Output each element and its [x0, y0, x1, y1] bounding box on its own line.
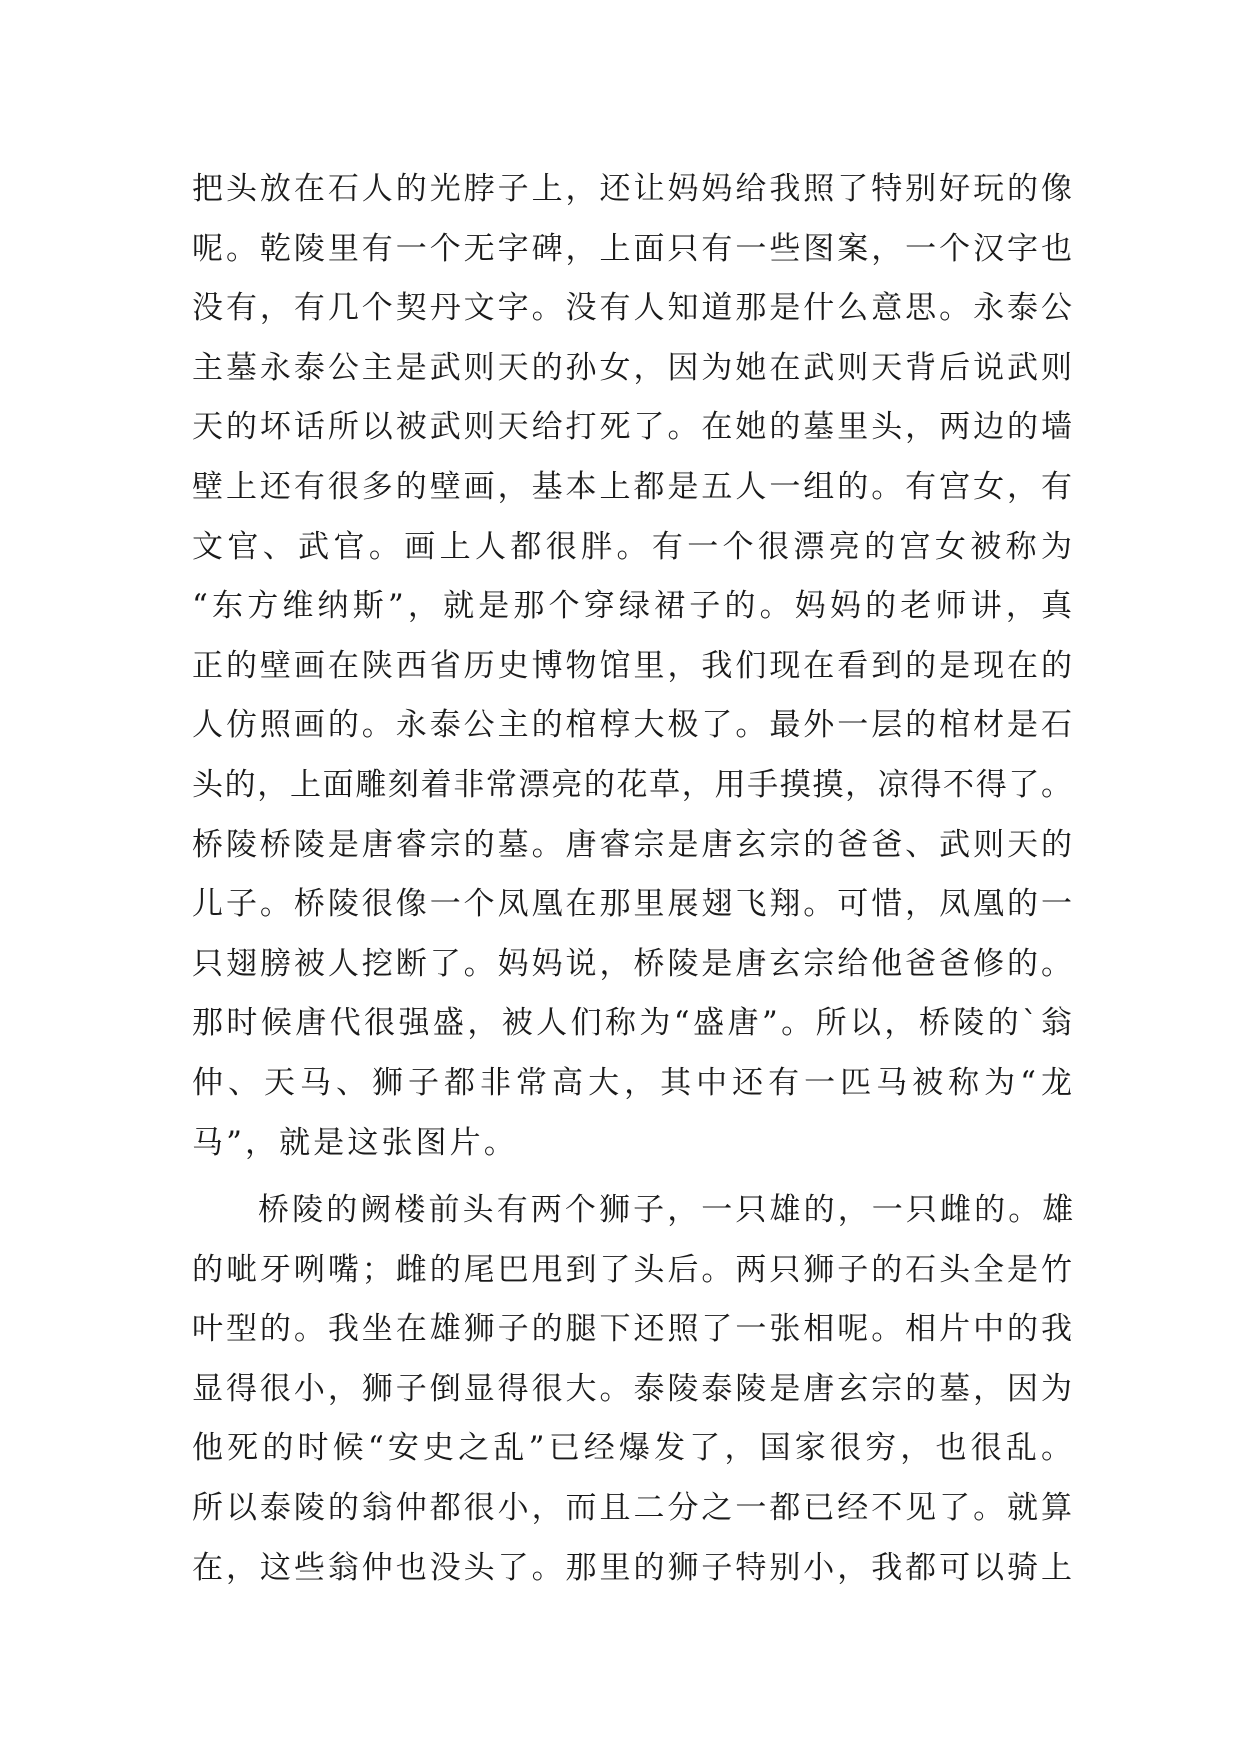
text-line: 文官、武官。画上人都很胖。有一个很漂亮的宫女被称为	[192, 528, 1072, 565]
text-line: 正的壁画在陕西省历史博物馆里，我们现在看到的是现在的	[192, 647, 1072, 684]
text-line: 叶型的。我坐在雄狮子的腿下还照了一张相呢。相片中的我	[192, 1311, 1072, 1348]
text-line: 主墓永泰公主是武则天的孙女，因为她在武则天背后说武则	[192, 349, 1072, 386]
text-line: “东方维纳斯”，就是那个穿绿裙子的。妈妈的老师讲，真	[192, 588, 1072, 625]
text-line: 把头放在石人的光脖子上，还让妈妈给我照了特别好玩的像	[192, 171, 1072, 207]
text-line: 那时候唐代很强盛，被人们称为“盛唐”。所以，桥陵的`翁	[192, 1005, 1072, 1042]
text-line: 人仿照画的。永泰公主的棺椁大极了。最外一层的棺材是石	[192, 707, 1072, 744]
text-line: 没有，有几个契丹文字。没有人知道那是什么意思。永泰公	[192, 290, 1072, 327]
text-line: 的呲牙咧嘴；雌的尾巴甩到了头后。两只狮子的石头全是竹	[192, 1251, 1072, 1288]
text-line: 在，这些翁仲也没头了。那里的狮子特别小，我都可以骑上	[192, 1549, 1072, 1586]
text-line: 桥陵的阙楼前头有两个狮子，一只雄的，一只雌的。雄	[258, 1192, 1077, 1229]
text-line: 仲、天马、狮子都非常高大，其中还有一匹马被称为“龙	[192, 1064, 1072, 1101]
text-line: 所以泰陵的翁仲都很小，而且二分之一都已经不见了。就算	[192, 1490, 1072, 1527]
paragraph	[192, 1181, 1077, 1598]
text-line: 只翅膀被人挖断了。妈妈说，桥陵是唐玄宗给他爸爸修的。	[192, 945, 1072, 982]
text-line: 天的坏话所以被武则天给打死了。在她的墓里头，两边的墙	[192, 409, 1072, 446]
paragraph	[192, 160, 1072, 1173]
body-text	[192, 160, 1077, 1598]
text-line: 壁上还有很多的壁画，基本上都是五人一组的。有宫女，有	[192, 468, 1072, 505]
text-line: 呢。乾陵里有一个无字碑，上面只有一些图案，一个汉字也	[192, 230, 1072, 267]
text-line: 桥陵桥陵是唐睿宗的墓。唐睿宗是唐玄宗的爸爸、武则天的	[192, 826, 1072, 863]
text-line: 儿子。桥陵很像一个凤凰在那里展翅飞翔。可惜，凤凰的一	[192, 886, 1072, 923]
text-line: 他死的时候“安史之乱”已经爆发了，国家很穷，也很乱。	[192, 1430, 1072, 1467]
text-line: 马”，就是这张图片。	[192, 1124, 518, 1161]
text-line: 显得很小，狮子倒显得很大。泰陵泰陵是唐玄宗的墓，因为	[192, 1370, 1072, 1407]
text-line: 头的，上面雕刻着非常漂亮的花草，用手摸摸，凉得不得了。	[192, 766, 1072, 803]
